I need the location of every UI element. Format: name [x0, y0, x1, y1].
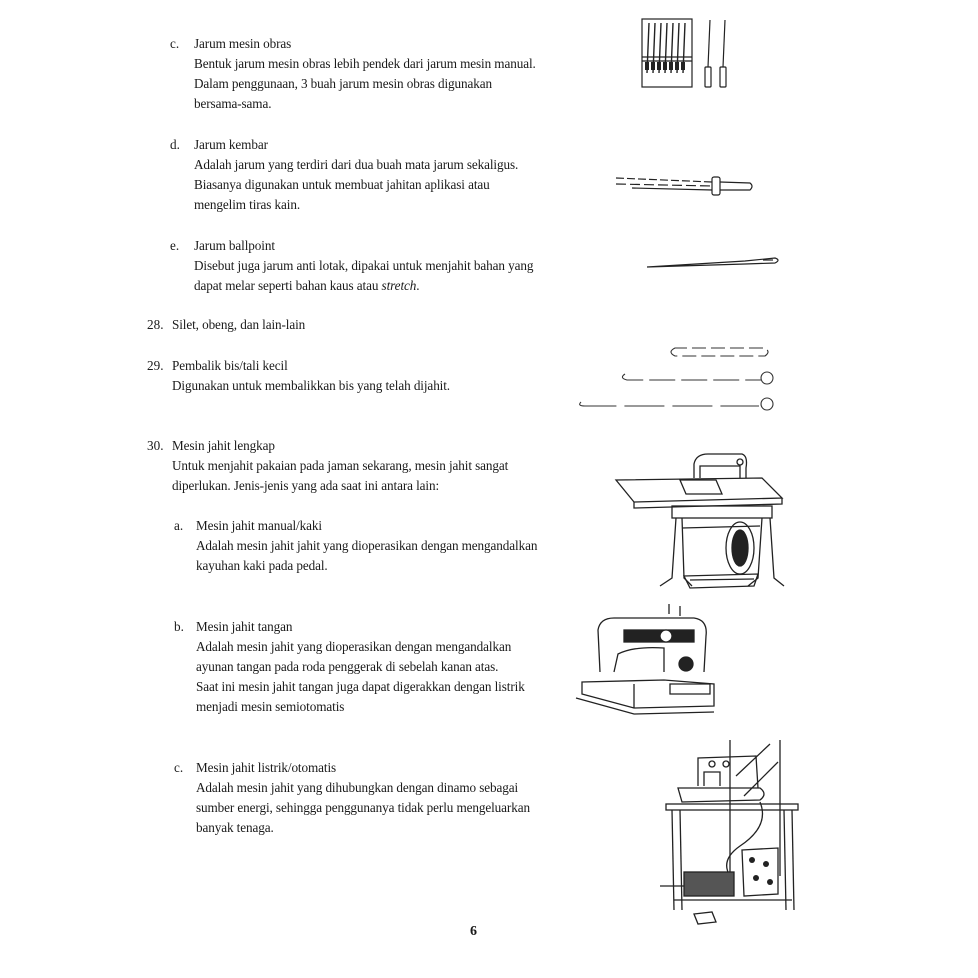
text-segment: . — [416, 278, 420, 293]
item-marker: c. — [174, 760, 184, 775]
item-text-line: banyak tenaga. — [196, 820, 274, 835]
item-text-line: kayuhan kaki pada pedal. — [196, 558, 328, 573]
item-text-line: Untuk menjahit pakaian pada jaman sekarang, mesin jahit sangat — [172, 458, 509, 473]
loop-turner-icon — [575, 340, 785, 415]
item-marker: e. — [170, 238, 180, 253]
item-text-line: Saat ini mesin jahit tangan juga dapat digerakkan dengan listrik — [196, 679, 525, 694]
item-marker: d. — [170, 137, 180, 152]
item-text-line: Adalah jarum yang terdiri dari dua buah mata jarum sekaligus. — [194, 157, 519, 172]
item-text-line: Biasanya digunakan untuk membuat jahitan aplikasi atau — [194, 177, 490, 192]
twin-needle-icon — [612, 170, 762, 200]
item-title: Mesin jahit manual/kaki — [196, 518, 322, 533]
item-text-line: Adalah mesin jahit yang dioperasikan dengan mengandalkan — [196, 639, 512, 654]
item-title: Mesin jahit listrik/otomatis — [196, 760, 337, 775]
page-number: 6 — [470, 924, 477, 939]
item-text-line: bersama-sama. — [194, 96, 272, 111]
item-title: Jarum ballpoint — [194, 238, 275, 253]
item-text-line — [194, 276, 419, 297]
item-title: Mesin jahit tangan — [196, 619, 293, 634]
item-text-line: Bentuk jarum mesin obras lebih pendek dari jarum mesin manual. — [194, 56, 536, 71]
item-title: Jarum kembar — [194, 137, 268, 152]
text-segment: dapat melar seperti bahan kaus atau — [194, 278, 382, 293]
item-text-line: Adalah mesin jahit yang dihubungkan dengan dinamo sebagai — [196, 780, 519, 795]
item-marker: c. — [170, 36, 180, 51]
item-title: Jarum mesin obras — [194, 36, 292, 51]
item-text-line: menjadi mesin semiotomatis — [196, 699, 345, 714]
item-marker: 29. — [147, 358, 164, 373]
item-text-line: diperlukan. Jenis-jenis yang ada saat ini antara lain: — [172, 478, 440, 493]
item-marker: 30. — [147, 438, 164, 453]
italic-term: stretch — [381, 278, 417, 293]
item-marker: a. — [174, 518, 184, 533]
item-title: Silet, obeng, dan lain-lain — [172, 317, 306, 332]
item-text-line: ayunan tangan pada roda penggerak di sebelah kanan atas. — [196, 659, 499, 674]
item-text-line: Digunakan untuk membalikkan bis yang telah dijahit. — [172, 378, 451, 393]
ballpoint-needle-icon — [645, 252, 785, 272]
item-marker: b. — [174, 619, 184, 634]
item-text-line: sumber energi, sehingga penggunanya tidak perlu mengeluarkan — [196, 800, 530, 815]
item-text-line: Adalah mesin jahit jahit yang dioperasikan dengan mengandalkan — [196, 538, 538, 553]
item-text-line: Disebut juga jarum anti lotak, dipakai untuk menjahit bahan yang — [194, 258, 534, 273]
item-title: Mesin jahit lengkap — [172, 438, 275, 453]
item-text-line: Dalam penggunaan, 3 buah jarum mesin obras digunakan — [194, 76, 493, 91]
electric-sewing-machine-icon — [660, 736, 800, 926]
item-marker: 28. — [147, 317, 164, 332]
portable-sewing-machine-icon — [574, 602, 724, 722]
needle-pack-icon — [630, 15, 750, 95]
item-text-line: mengelim tiras kain. — [194, 197, 301, 212]
item-title: Pembalik bis/tali kecil — [172, 358, 288, 373]
treadle-sewing-machine-icon — [612, 448, 792, 593]
